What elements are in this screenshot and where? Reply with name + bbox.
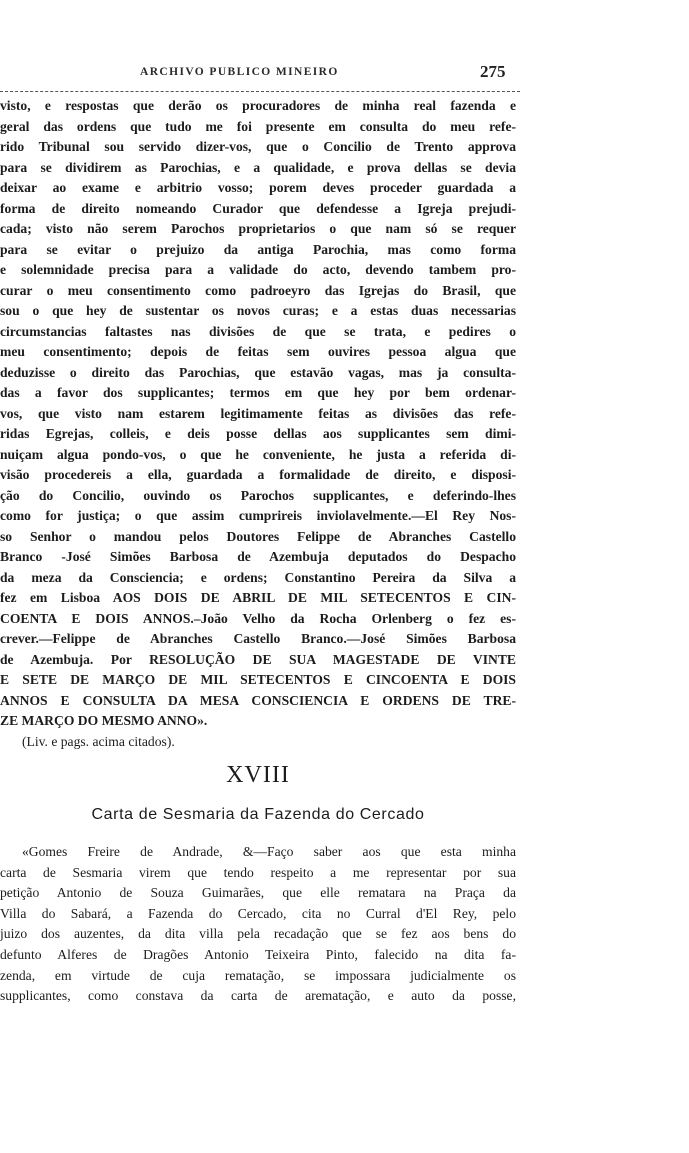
text-line: ridas Egrejas, colleis, e deis posse dellas aos supplicantes sem dimi- [0, 426, 516, 441]
text-line: rido Tribunal sou servido dizer-vos, que o Concilio de Trento approva [0, 139, 516, 154]
text-line: e solemnidade precisa para a validade do acto, devendo tambem pro- [0, 262, 516, 277]
text-line: deixar ao exame e arbitrio vosso; porem deves proceder guardada a [0, 180, 516, 195]
text-line: nuiçam algua pondo-vos, o que he conveniente, he justa a referida di- [0, 446, 516, 462]
section-number: XVIII [226, 762, 290, 788]
text-line: de Azembuja. Por RESOLUÇÃO DE SUA MAGESTADE DE VINTE [0, 651, 516, 667]
text-line: deduzisse o direito das Parochias, que estavão vagas, mas ja consulta- [0, 364, 516, 380]
text-line: supplicantes, como constava da carta de arematação, e auto da posse, [0, 988, 516, 1004]
text-line: para se evitar o prejuizo da antiga Parochia, mas como forma [0, 241, 516, 257]
text-line: circumstancias faltastes nas divisões de que se trata, e pedires o [0, 323, 516, 339]
text-line: meu consentimento; depois de feitas sem ouvires pessoa algua que [0, 344, 516, 359]
text-line: forma de direito nomeando Curador que defendesse a Igreja prejudi- [0, 200, 516, 216]
text-line: ZE MARÇO DO MESMO ANNO». [0, 713, 208, 728]
text-line: visão procedereis a ella, guardada a formalidade de direito, e disposi- [0, 467, 516, 482]
text-line: crever.—Felippe de Abranches Castello Branco.—José Simões Barbosa [0, 631, 516, 646]
text-line: curar o meu consentimento como padroeyro das Igrejas do Brasil, que [0, 282, 516, 298]
text-line: juizo dos auzentes, da dita villa pela recadação que se fez aos bens do [0, 926, 516, 942]
running-head [0, 62, 520, 86]
text-line: COENTA E DOIS ANNOS.–João Velho da Rocha Orlenberg o fez es- [0, 610, 516, 626]
text-line: carta de Sesmaria virem que tendo respeito a me representar por sua [0, 864, 516, 880]
text-line: cada; visto não serem Parochos proprietarios o que nam só se requer [0, 221, 516, 236]
text-line: para se dividirem as Parochias, e a qualidade, e prova dellas se devia [0, 159, 516, 175]
text-line: das a favor dos supplicantes; termos em que hey por bem ordenar- [0, 385, 516, 400]
text-line: so Senhor o mandou pelos Doutores Felippe de Abranches Castello [0, 528, 516, 544]
page-number: 275 [480, 62, 506, 81]
text-line: Branco -José Simões Barbosa de Azembuja deputados do Despacho [0, 549, 516, 564]
text-line: zenda, em virtude de cuja rematação, se impossara judicialmente os [0, 967, 516, 983]
text-line: da meza da Consciencia; e ordens; Constantino Pereira da Silva a [0, 569, 516, 585]
header-rule [0, 91, 520, 92]
text-line: sou o que hey de sustentar os novos curas; e a estas duas necessarias [0, 303, 516, 318]
text-line: Villa do Sabará, a Fazenda do Cercado, cita no Curral d'El Rey, pelo [0, 905, 516, 921]
text-line: defunto Alferes de Dragões Antonio Teixeira Pinto, falecido na dita fa- [0, 946, 516, 962]
text-line: «Gomes Freire de Andrade, &—Faço saber aos que esta minha [22, 844, 516, 859]
section-title: Carta de Sesmaria da Fazenda do Cercado [91, 806, 425, 823]
second-paragraph [0, 842, 516, 1007]
text-line: visto, e respostas que derão os procuradores de minha real fazenda e [0, 98, 516, 113]
text-line: E SETE DE MARÇO DE MIL SETECENTOS E CINCOENTA E DOIS [0, 672, 516, 687]
text-line: como for justiça; o que assim cumprireis inviolavelmente.—El Rey Nos- [0, 508, 516, 523]
text-line: petição Antonio de Souza Guimarães, que elle rematara na Praça da [0, 885, 516, 901]
main-paragraph [0, 96, 516, 752]
citation: (Liv. e pags. acima citados). [22, 733, 175, 749]
running-title: ARCHIVO PUBLICO MINEIRO [140, 66, 339, 78]
text-line: ção do Concilio, ouvindo os Parochos supplicantes, e deferindo-lhes [0, 487, 516, 503]
text-line: vos, que visto nam estarem legitimamente feitas as divisões das refe- [0, 405, 516, 421]
text-line: ANNOS E CONSULTA DA MESA CONSCIENCIA E ORDENS DE TRE- [0, 692, 516, 708]
text-line: fez em Lisboa AOS DOIS DE ABRIL DE MIL SETECENTOS E CIN- [0, 590, 516, 605]
text-line: geral das ordens que tudo me foi presente em consulta do meu refe- [0, 118, 516, 134]
